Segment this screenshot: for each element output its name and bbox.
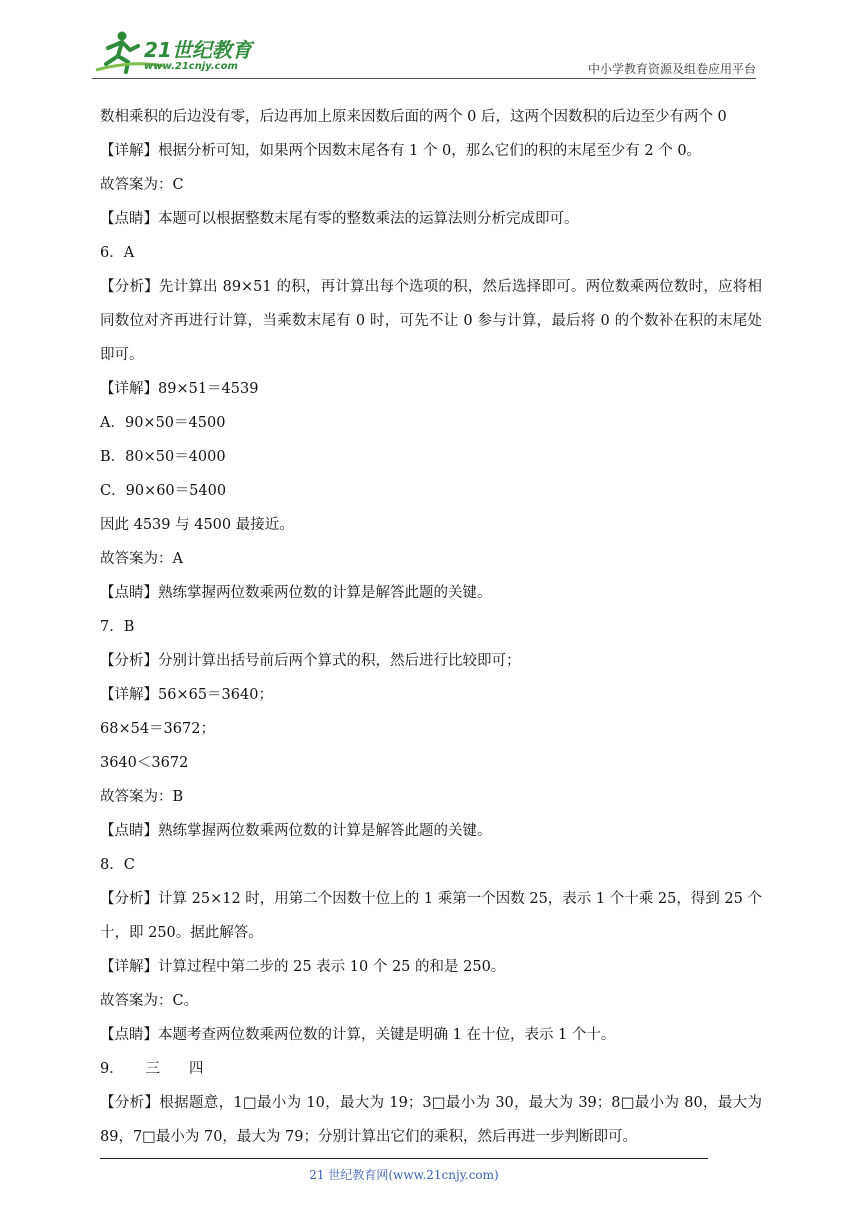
logo	[92, 30, 262, 78]
text-line: 故答案为：C。	[100, 993, 199, 1009]
page-header	[0, 0, 860, 80]
text-line: A．90×50＝4500	[100, 415, 226, 431]
question-number: 7．B	[100, 619, 135, 635]
text-line: B．80×50＝4000	[100, 449, 226, 465]
text-line: 【详解】计算过程中第二步的 25 表示 10 个 25 的和是 250。	[100, 959, 506, 975]
question-number: 6．A	[100, 245, 135, 261]
text-line: 【详解】89×51＝4539	[100, 381, 259, 397]
answer-content	[100, 100, 762, 1154]
text-line: 故答案为：C	[100, 177, 184, 193]
text-line: 【详解】56×65＝3640；	[100, 687, 273, 703]
text-line: 【点睛】本题可以根据整数末尾有零的整数乘法的运算法则分析完成即可。	[100, 211, 579, 227]
text-line: 故答案为：B	[100, 789, 184, 805]
text-line: 【详解】根据分析可知，如果两个因数末尾各有 1 个 0，那么它们的积的末尾至少有 2 个 0。	[100, 143, 702, 159]
text-line: 故答案为：A	[100, 551, 183, 567]
text-line: 【分析】分别计算出括号前后两个算式的积，然后进行比较即可；	[100, 653, 521, 669]
text-line: C．90×60＝5400	[100, 483, 227, 499]
text-line: 数相乘积的后边没有零，后边再加上原来因数后面的两个 0 后，这两个因数积的后边至少有两个 0	[100, 109, 727, 125]
text-line: 3640＜3672	[100, 755, 189, 771]
question-number: 8．C	[100, 857, 135, 873]
text-line: 【点睛】本题考查两位数乘两位数的计算，关键是明确 1 在十位，表示 1 个十。	[100, 1027, 616, 1043]
text-line: 68×54＝3672；	[100, 721, 215, 737]
question-number: 9． 三 四	[100, 1061, 204, 1077]
analysis-paragraph: 【分析】计算 25×12 时，用第二个因数十位上的 1 乘第一个因数 25，表示 1 个十乘 25，得到 25 个十，即 250。据此解答。	[100, 891, 762, 941]
platform-name: 中小学教育资源及组卷应用平台	[587, 62, 756, 76]
logo-text: 21世纪教育	[144, 38, 252, 62]
analysis-paragraph: 【分析】先计算出 89×51 的积，再计算出每个选项的积，然后选择即可。两位数乘两位数时，应将相同数位对齐再进行计算，当乘数末尾有 0 时，可先不让 0 参与计算，最后将 0 的个数补在积的末尾处即可。	[100, 279, 762, 363]
text-line: 【点睛】熟练掌握两位数乘两位数的计算是解答此题的关键。	[100, 585, 492, 601]
header-divider	[92, 78, 756, 79]
logo-url: www.21cnjy.com	[144, 61, 238, 72]
text-line: 因此 4539 与 4500 最接近。	[100, 517, 294, 533]
footer-text: 21 世纪教育网(www.21cnjy.com)	[309, 1168, 499, 1182]
text-line: 【点睛】熟练掌握两位数乘两位数的计算是解答此题的关键。	[100, 823, 492, 839]
footer-divider	[100, 1158, 708, 1159]
analysis-paragraph: 【分析】根据题意，1□最小为 10，最大为 19；3□最小为 30，最大为 39；8□最小为 80，最大为 89，7□最小为 70，最大为 79；分别计算出它们的乘积，然后再进一步判断即可。	[100, 1095, 762, 1145]
